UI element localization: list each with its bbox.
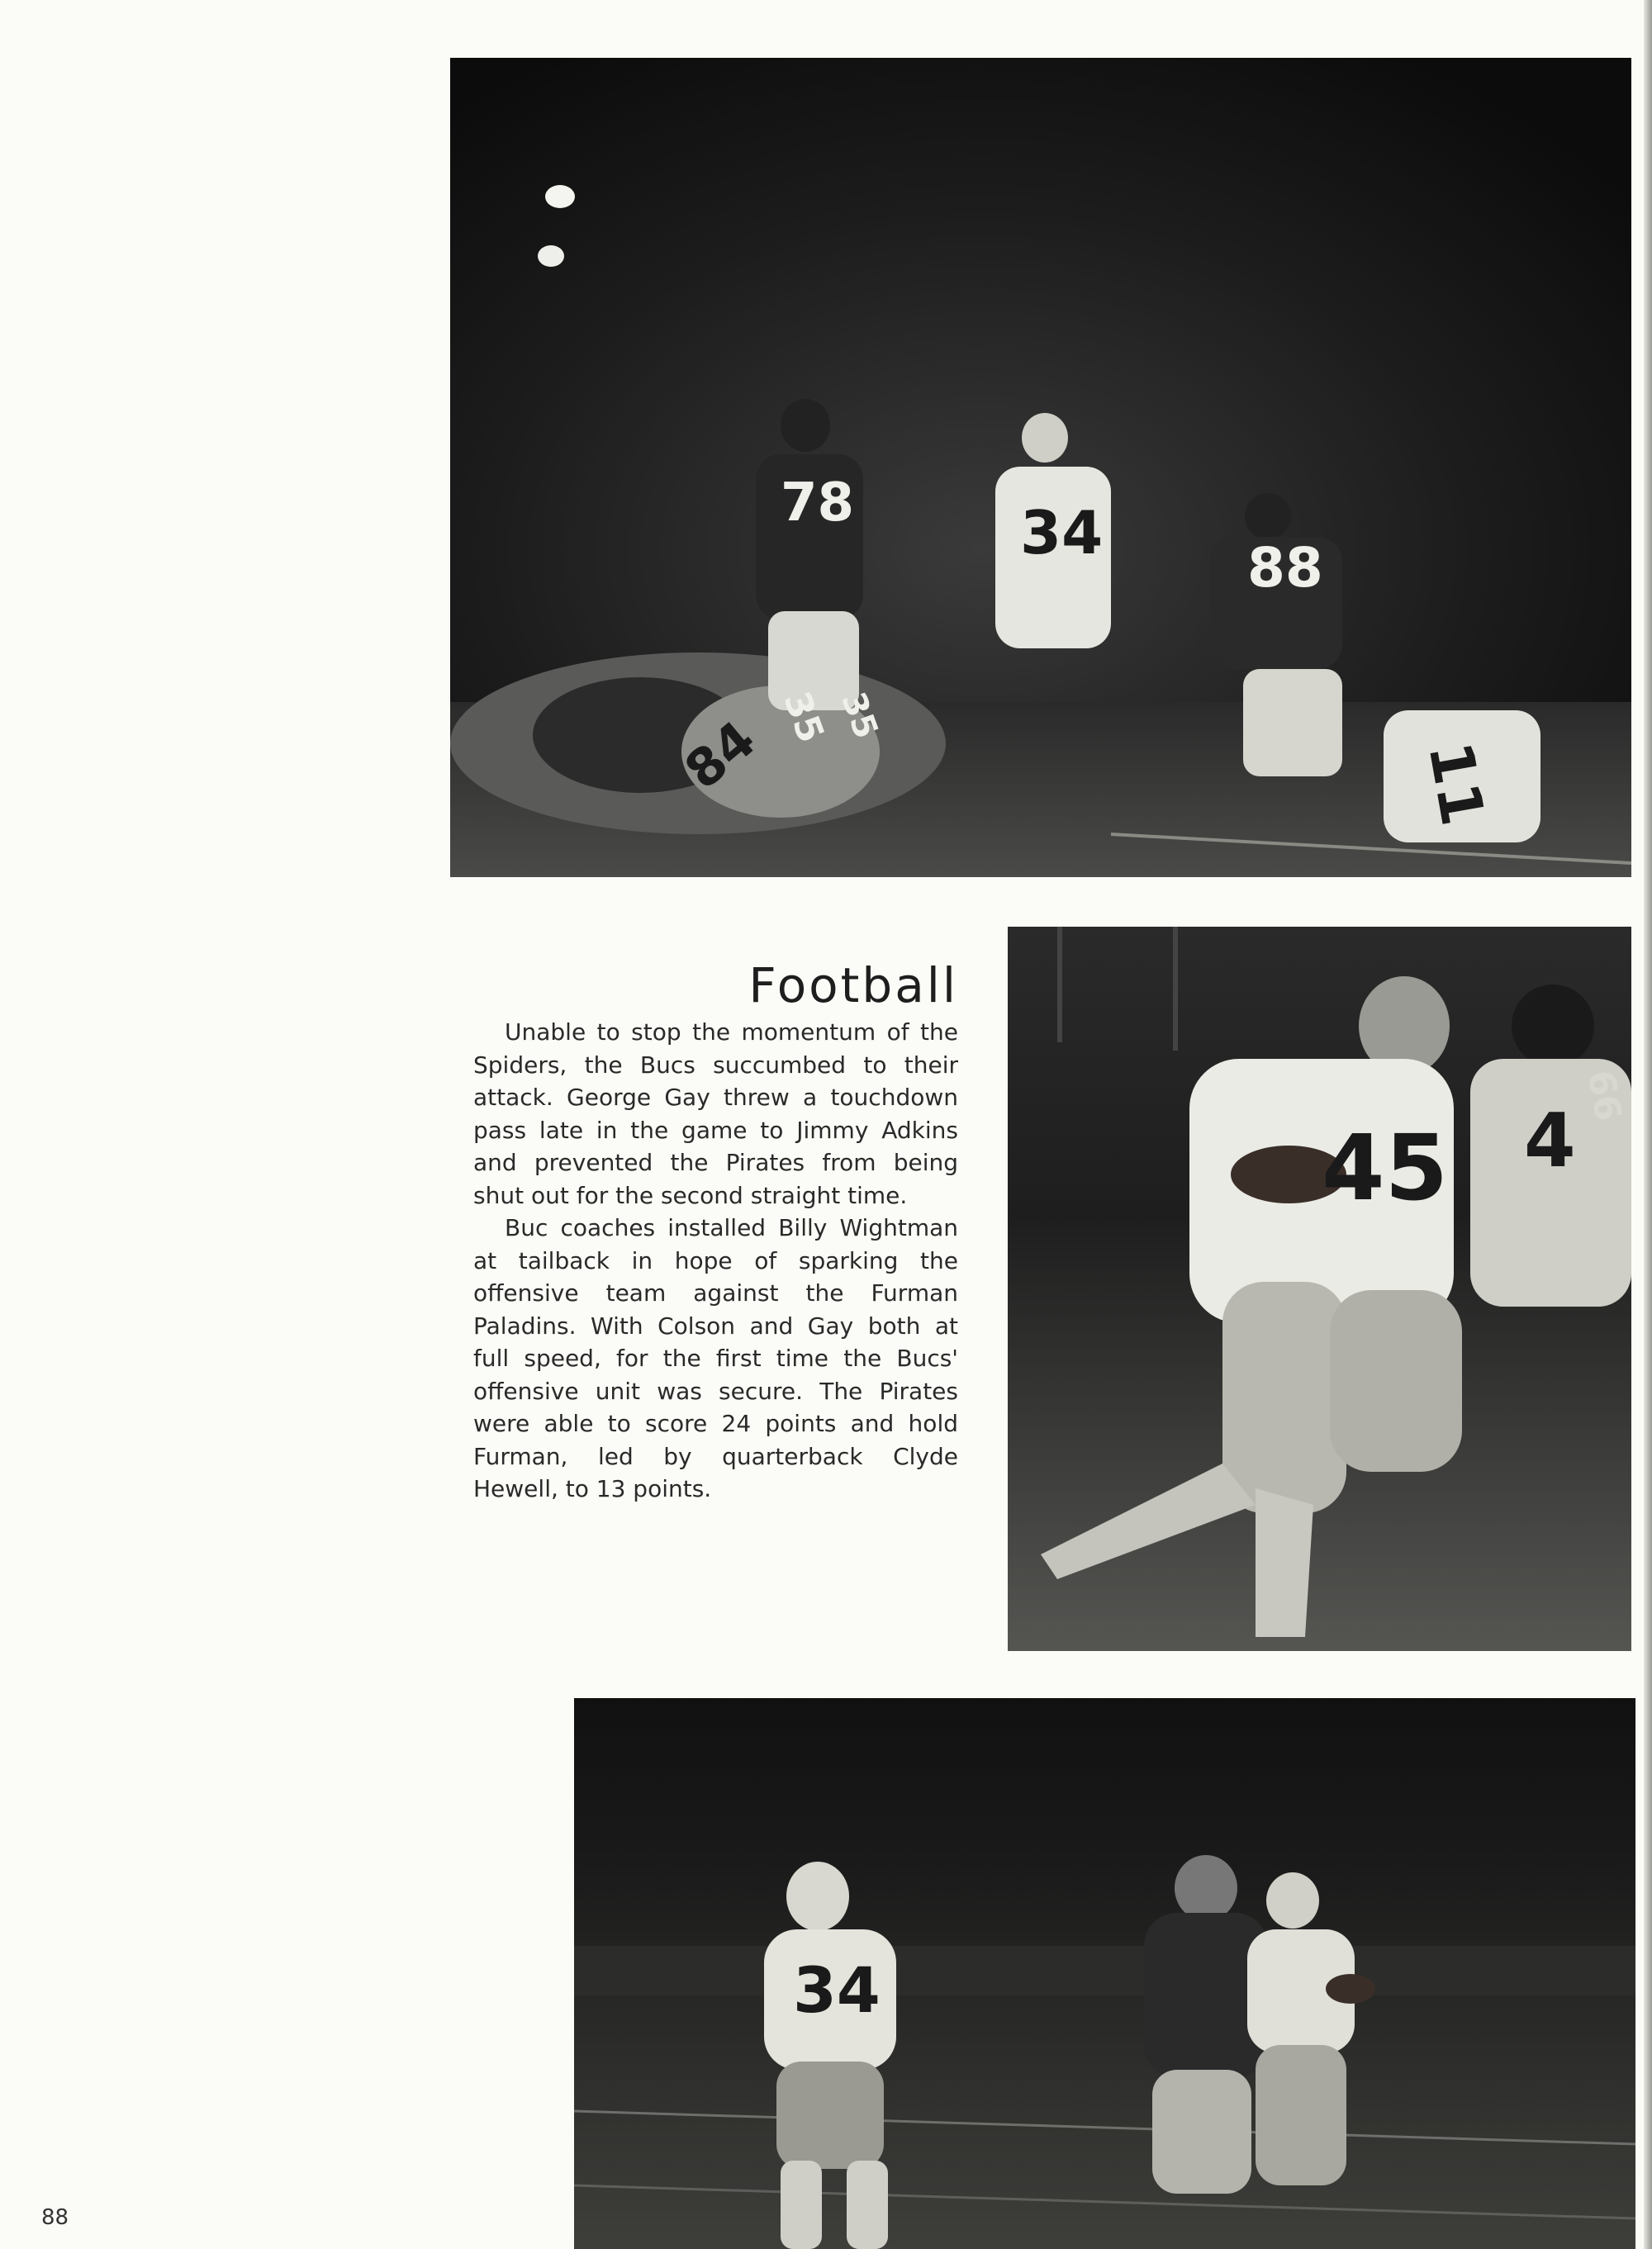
football-photo-top xyxy=(450,58,1631,877)
svg-text:34: 34 xyxy=(793,1953,881,2027)
svg-text:4: 4 xyxy=(1524,1098,1576,1184)
svg-text:34: 34 xyxy=(1020,498,1104,567)
page-number: 88 xyxy=(41,2205,69,2230)
svg-text:84: 84 xyxy=(673,709,767,801)
svg-text:35: 35 xyxy=(833,687,885,744)
football-photo-middle xyxy=(1008,927,1631,1651)
page-edge xyxy=(1644,0,1652,2249)
svg-text:78: 78 xyxy=(781,472,855,534)
page-title: Football xyxy=(748,956,958,1013)
svg-text:45: 45 xyxy=(1322,1115,1449,1221)
svg-text:66: 66 xyxy=(1578,1067,1630,1125)
article-paragraph: Unable to stop the momentum of the Spiders, the Bucs succumbed to their attack. George Gay threw a touchdown pass late in the game to Jimmy Adkins and prevented the Pirates from being shut out for the second straight time. xyxy=(473,1018,958,1209)
football-photo-bottom xyxy=(574,1698,1635,2249)
article-paragraph: Buc coaches installed Billy Wightman at tailback in hope of sparking the offensive team against the Furman Paladins. With Colson and Gay both at full speed, for the first time the Bucs' offensive unit was secure. The Pirates were able to score 24 points and hold Furman, led by quarterback Clyde Hewell, to 13 points. xyxy=(473,1214,958,1502)
article-body xyxy=(473,1016,958,1506)
svg-text:11: 11 xyxy=(1415,737,1498,831)
svg-text:88: 88 xyxy=(1247,536,1323,600)
svg-text:35: 35 xyxy=(775,686,833,748)
